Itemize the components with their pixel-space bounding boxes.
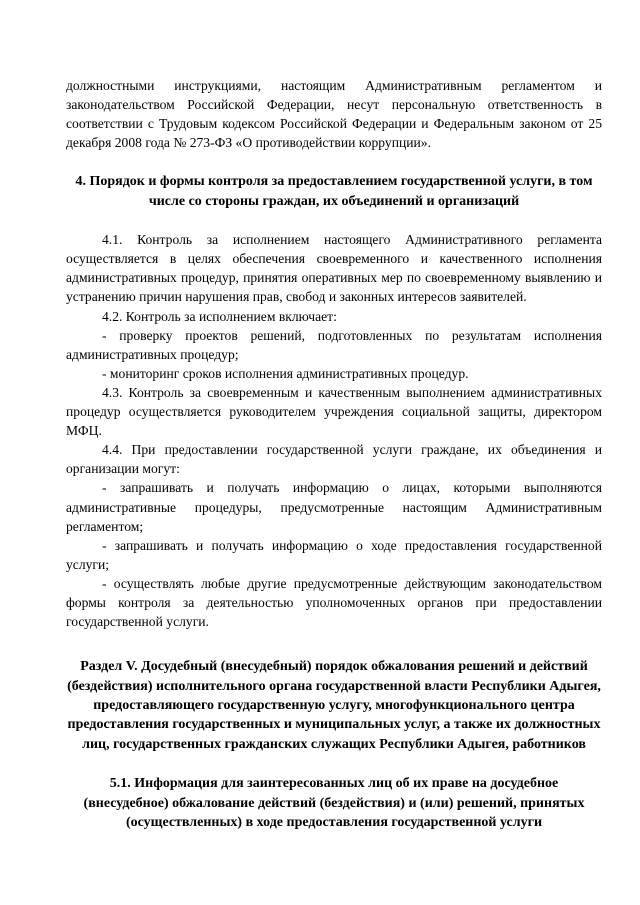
paragraph-4-2: 4.2. Контроль за исполнением включает:	[102, 308, 337, 324]
list-item-request-progress: - запрашивать и получать информацию о ходе предоставления государственной услуги;	[66, 537, 602, 572]
list-item-monitoring: - мониторинг сроков исполнения административных процедур.	[102, 365, 469, 381]
paragraph-4-1: 4.1. Контроль за исполнением настоящего Административного регламента осуществляется в целях обеспечения своевременного и качественного исполнения административных процедур, принятия оперативных мер по своевременному выявлению и устранению причин нарушения прав, свобод и законных интересов заявителей.	[66, 232, 602, 305]
list-item-project-check: - проверку проектов решений, подготовленных по результатам исполнения административных процедур;	[66, 327, 602, 362]
list-item-other-control: - осуществлять любые другие предусмотренные действующим законодательством формы контроля за деятельностью уполномоченных органов при предоставлении государственной услуги.	[66, 575, 602, 630]
paragraph-4-4: 4.4. При предоставлении государственной услуги граждане, их объединения и организации могут:	[66, 442, 602, 477]
section-5-heading: Раздел V. Досудебный (внесудебный) порядок обжалования решений и действий (бездействия) исполнительного органа государственной власти Республики Адыгея, предоставляющего государственную услугу, многофункционального центра предоставления государственных и муниципальных услуг, а также их должностных лиц, государственных гражданских служащих Республики Адыгея, работников	[67, 659, 601, 752]
subsection-5-1-heading: 5.1. Информация для заинтересованных лиц об их праве на досудебное (внесудебное) обжалование действий (бездействия) и (или) решений, принятых (осуществленных) в ходе предоставления государственной услуги	[83, 776, 585, 830]
paragraph-4-3: 4.3. Контроль за своевременным и качественным выполнением административных процедур осуществляется руководителем учреждения социальной защиты, директором МФЦ.	[66, 384, 602, 439]
list-item-request-persons: - запрашивать и получать информацию о лицах, которыми выполняются административные процедуры, предусмотренные настоящим Административным регламентом;	[66, 480, 602, 534]
section-4-heading: 4. Порядок и формы контроля за предоставлением государственной услуги, в том числе со стороны граждан, их объединений и организаций	[75, 174, 593, 209]
paragraph-responsibility: должностными инструкциями, настоящим Административным регламентом и законодательством Российской Федерации, несут персональную ответственность в соответствии с Трудовым кодексом Российской Федерации и Федеральным законом от 25 декабря 2008 года № 273-ФЗ «О противодействии коррупции».	[66, 78, 602, 151]
